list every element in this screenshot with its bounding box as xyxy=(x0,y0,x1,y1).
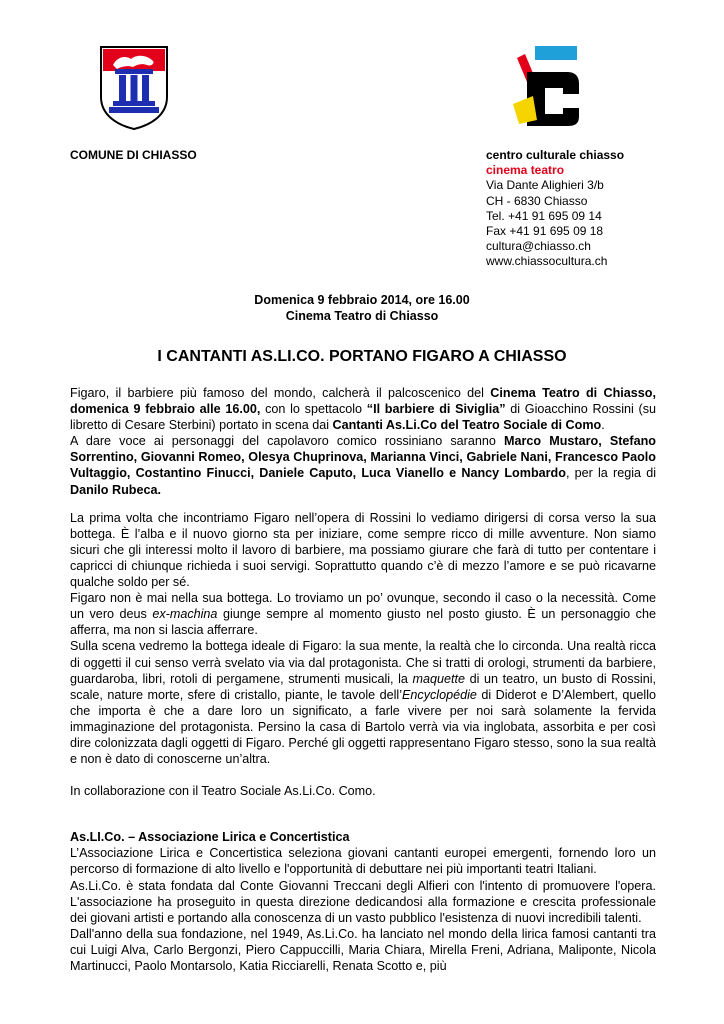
paragraph-asl-2: As.Li.Co. è stata fondata dal Conte Giovanni Treccani degli Alfieri con l'intento di promuovere l'opera. L'associazione ha proseguito in questa direzione dedicandosi alla formazione e crescita professionale dei giovani artisti e portando alla conoscenza di un vasto pubblico l'esistenza di nuovi incredibili talenti. xyxy=(70,878,656,925)
centre-name: centro culturale chiasso xyxy=(486,148,625,162)
address-line-1: Via Dante Alighieri 3/b xyxy=(486,178,604,193)
address-line-2: CH - 6830 Chiasso xyxy=(486,193,588,208)
paragraph-intro: Figaro, il barbiere più famoso del mondo, calcherà il palcoscenico del Cinema Teatro di Chiasso, domenica 9 febbraio alle 16.00, con lo spettacolo “Il barbiere di Siviglia” di Gioacchino Rossini (su libretto di Cesare Sterbini) portato in scena dai Cantanti As.Li.Co del Teatro Sociale di Como. xyxy=(70,386,657,433)
paragraph-figaro-everywhere: Figaro non è mai nella sua bottega. Lo troviamo un po’ ovunque, secondo il caso o la necessità. Come un vero deus ex-machina giunge sempre al momento giusto nel posto giusto. È un personaggio che afferra, ma non si lascia afferrare. xyxy=(70,591,656,638)
paragraph-figaro-intro: La prima volta che incontriamo Figaro nell’opera di Rossini lo vediamo dirigersi di corsa verso la sua bottega. È l’alba e il nuovo giorno sta per iniziare, come sempre ricco di mille avventure. Non siamo sicuri che gli interessi molto il lavoro di barbiere, ma possiamo giurare che farà di tutto per contentare i capricci di chiunque richieda i suoi servigi. Soprattutto quando c’è di mezzo l’amore e se può ricavarne qualche soldo per sé. xyxy=(70,510,656,590)
event-info xyxy=(0,292,724,324)
press-release-body xyxy=(70,385,656,974)
telephone: Tel. +41 91 695 09 14 xyxy=(486,208,602,223)
paragraph-collaboration: In collaborazione con il Teatro Sociale As.Li.Co. Como. xyxy=(70,784,376,799)
centro-culturale-logo-icon xyxy=(505,44,585,128)
event-venue: Cinema Teatro di Chiasso xyxy=(285,309,439,323)
paragraph-asl-1: L’Associazione Lirica e Concertistica seleziona giovani cantanti europei emergenti, fornendo loro un percorso di formazione di alto livello e l'opportunità di debuttare nei più importanti teatri Italiani. xyxy=(70,846,656,877)
asl-heading: As.LI.Co. – Associazione Lirica e Concertistica xyxy=(70,830,350,845)
comune-label: COMUNE DI CHIASSO xyxy=(70,148,197,162)
event-date: Domenica 9 febbraio 2014, ore 16.00 xyxy=(254,293,470,307)
paragraph-asl-3: Dall'anno della sua fondazione, nel 1949, As.Li.Co. ha lanciato nel mondo della lirica famosi cantanti tra cui Luigi Alva, Carlo Bergonzi, Piero Cappuccilli, Maria Chiara, Mirella Freni, Adriana, Maliponte, Nicola Martinucci, Paolo Montarsolo, Katia Ricciarelli, Renata Scotto e, più xyxy=(70,926,656,973)
email: cultura@chiasso.ch xyxy=(486,239,591,254)
paragraph-stage: Sulla scena vedremo la bottega ideale di Figaro: la sua mente, la realtà che lo circonda. Una realtà ricca di oggetti il cui senso verrà svelato via via dal protagonista. Che si tratti di orologi, strumenti da barbiere, guardaroba, libri, rotoli di pergamene, strumenti musicali, la maquette di un teatro, un busto di Rossini, scale, nature morte, sfere di cristallo, piante, le tavole dell’Encyclopédie di Diderot e D’Alembert, quello che importa è che a dare loro un significato, a farle vivere per noi sarà solamente la fervida immaginazione del protagonista. Persino la casa di Bartolo verrà via via inglobata, assorbita e per così dire colonizzata dagli oggetti di Figaro. Perché gli oggetti rappresentano Figaro stesso, sono la sua realtà e non è dato di conoscerne un’altra. xyxy=(70,639,656,767)
website: www.chiassocultura.ch xyxy=(486,254,608,269)
press-release-title: I CANTANTI AS.LI.CO. PORTANO FIGARO A CHIASSO xyxy=(157,348,567,365)
centre-subtitle: cinema teatro xyxy=(486,163,565,178)
paragraph-cast: A dare voce ai personaggi del capolavoro comico rossiniano saranno Marco Mustaro, Stefano Sorrentino, Giovanni Romeo, Olesya Chuprinova, Marianna Vinci, Gabriele Nani, Francesco Paolo Vultaggio, Costantino Finucci, Daniele Caputo, Luca Vianello e Nancy Lombardo, per la regia di Danilo Rubeca. xyxy=(70,434,656,497)
fax: Fax +41 91 695 09 18 xyxy=(486,224,604,239)
chiasso-coat-of-arms-icon xyxy=(99,45,169,131)
centre-contact-block xyxy=(486,148,624,270)
